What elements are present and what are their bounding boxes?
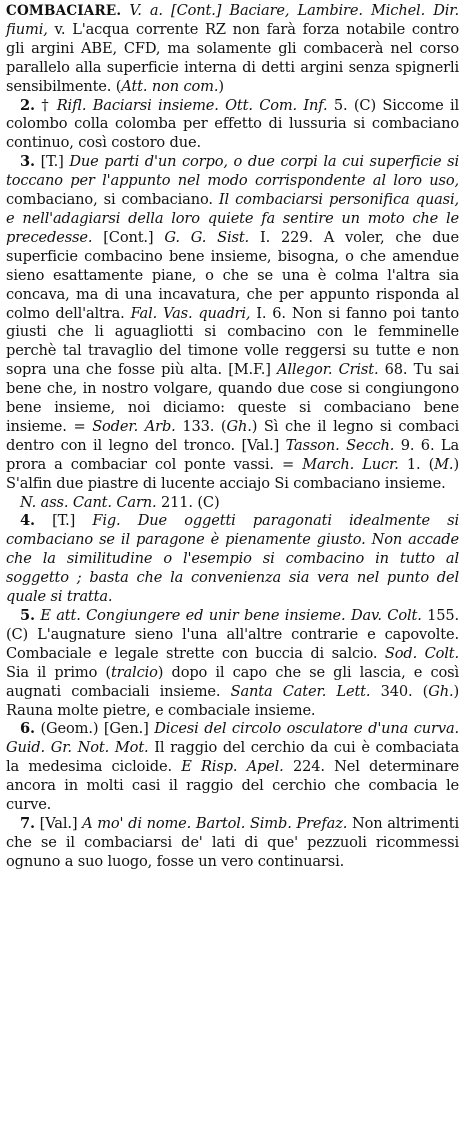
grammar-label: V. a. [Cont.] <box>129 2 222 19</box>
citation-text: ) Rauna molte pietre, e combaciale insieme. <box>6 682 460 719</box>
definition: Baciare, Lambire. <box>229 2 363 19</box>
citation-text: 224. Nel determinare ancora in molti casi il raggio del cerchio che combacia le curve. <box>6 758 460 814</box>
citation-source: M. <box>434 455 454 473</box>
entry-sense-5 <box>6 607 459 720</box>
citation-text: 340. ( <box>370 682 429 700</box>
sense-number: 5. <box>20 607 35 624</box>
entry-sense-6 <box>6 720 459 815</box>
definition: Fig. Due oggetti paragonati idealmente si combaciano <box>6 512 459 549</box>
citation-text: Non altrimenti che se il combaciarsi de' lati di que' pezzuoli ricommessi ognuno a suo luogo, fosse un vero continuarsi. <box>6 814 459 870</box>
citation-source: Dav. Colt. <box>350 607 422 624</box>
definition: Rifl. Baciarsi insieme. Ott. Com. Inf. <box>56 96 328 114</box>
citation-source: Santa Cater. Lett. <box>230 682 371 700</box>
source-tag: [T.] <box>34 153 70 171</box>
citation-text: I. 229. A voler, che due superficie combacino bene insieme, bisogna, o che amendue sieno esattamente piane, o che se una è colma l'altra sia concava, ma di una incavatura, che per appunto risponda al colmo dell'altra. <box>6 228 460 322</box>
citation-source: G. G. Sist. <box>164 228 250 246</box>
citation-text: 68. Tu sai bene che, in nostro volgare, quando due cose si congiungono bene insieme, noi diciamo: queste si combaciano bene insieme. = <box>6 361 460 435</box>
definition: Due parti d'un corpo, o due corpi la cui superficie si toccano per l'appunto nel modo corrispondente al loro uso, <box>6 153 459 190</box>
citation-text: 1. ( <box>398 455 435 473</box>
entry-sense-3-subline <box>6 494 459 513</box>
citation-source: Michel. Dir. fiumi, <box>6 2 459 38</box>
citation-source: E Risp. Apel. <box>181 758 284 776</box>
citation-text: v. L'acqua corrente RZ non farà forza notabile contro gli argini ABE, CFD, ma solamente gli combacerà nel corso parallelo alla superficie interna di detti argini senza spignerli sensibilmente. ( <box>6 20 459 95</box>
citation-text: 133. ( <box>175 417 227 435</box>
source-tag: [Cont.] <box>92 228 165 246</box>
citation-source: Tasson. Secch. <box>285 436 395 454</box>
citation-source: March. Lucr. <box>302 455 399 473</box>
citation-ref: 5. <box>327 96 354 114</box>
usage-note: Att. non com. <box>121 77 219 95</box>
definition-note: Il combaciarsi personifica quasi, e nell'adagiarsi della loro quiete fa sentire un moto che le precedesse. <box>6 191 459 246</box>
citation-text: (C) Siccome il colombo colla colomba per effetto di lussuria si combaciano continuo, così costoro due. <box>6 96 459 152</box>
citation-text: I. 6. Non si fanno poi tanto giusti che li aguagliotti si combacino con le femminelle perchè tal travaglio del timone volle reggersi su tutte e non sopra una che fosse più alta. [M.F.] <box>6 304 459 379</box>
citation-text: ) S'alfin due piastre di lucente acciajo Si combaciano insieme. <box>6 455 459 492</box>
citation-source: Fal. Vas. quadri, <box>130 304 251 322</box>
citation-text: ) Sì che il legno si combaci dentro con il legno del tronco. [Val.] <box>6 417 459 454</box>
definition: E att. Congiungere ed unir bene insieme. <box>40 607 346 624</box>
source-tag: (Geom.) [Gen.] <box>34 720 155 738</box>
citation-text: ) dopo il capo che se gli lascia, e così augnati combaciali insieme. <box>6 663 460 700</box>
definition: A mo' di nome. Bartol. Simb. Prefaz. <box>82 814 348 832</box>
citation-source: Allegor. Crist. <box>276 361 379 379</box>
entry-sense-4 <box>6 512 459 607</box>
citation-text: 211. (C) <box>156 493 220 511</box>
entry-sense-7 <box>6 815 459 872</box>
sense-number: 7. <box>20 814 35 832</box>
citation-source: N. ass. Cant. Carn. <box>20 493 157 511</box>
entry-sense-0 <box>6 2 459 97</box>
source-tag: [Val.] <box>34 814 83 832</box>
citation-source: Gh. <box>226 417 252 435</box>
sense-number: 3. <box>20 153 35 171</box>
headword: COMBACIARE. <box>6 3 122 19</box>
sense-number: 2. <box>20 96 35 114</box>
entry-sense-3 <box>6 153 459 493</box>
example-text: combaciano, si combaciano. <box>6 191 219 209</box>
definition: Dicesi del circolo osculatore d'una curva. Guid. Gr. Not. Mot. <box>6 720 459 757</box>
source-tag: [T.] <box>34 512 93 530</box>
citation-text: Il raggio del cerchio da cui è combaciata la medesima cicloide. <box>6 739 460 776</box>
citation-text: Sia il primo ( <box>6 663 111 681</box>
sense-number: 6. <box>20 720 35 738</box>
citation-source: Gh. <box>428 682 454 700</box>
citation-close: ) <box>218 77 224 95</box>
citation-text: 155. (C) L'augnature sieno l'una all'altre contrarie e capovolte. Combaciale e legale strette con buccia di salcio. <box>6 607 459 662</box>
citation-source: Sod. Colt. <box>384 644 459 662</box>
obsolete-mark: † <box>41 96 57 114</box>
definition-note: se il paragone è pienamente giusto. Non accade che la similitudine o l'esempio si combacino in tutto al soggetto ; basta che la convenienza sia vera nel punto del quale si tratta. <box>6 531 459 606</box>
sense-number: 4. <box>20 512 35 530</box>
citation-text: 9. 6. La prora a combaciar col ponte vassi. = <box>6 436 459 473</box>
citation-source: tralcio <box>110 663 158 681</box>
citation-source: Soder. Arb. <box>92 417 176 435</box>
entry-sense-2 <box>6 97 459 154</box>
